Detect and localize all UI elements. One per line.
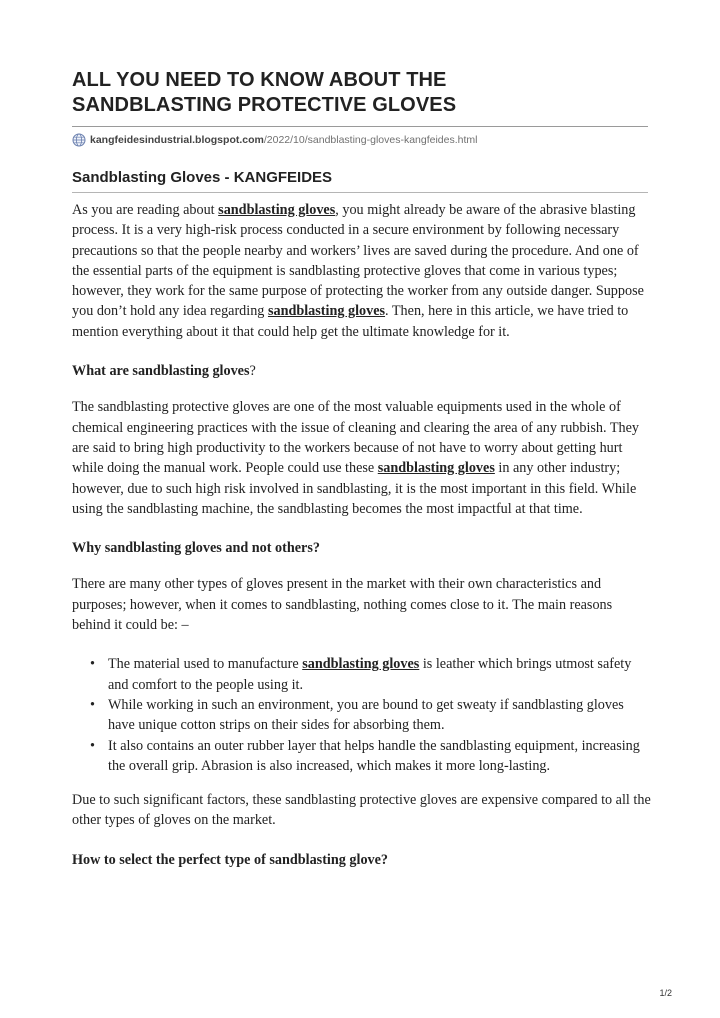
heading-text: What are sandblasting gloves xyxy=(72,363,250,380)
section-title: Sandblasting Gloves - KANGFEIDES xyxy=(72,169,333,186)
text: . Then, here in this article, we have tried to mention everything about it that could help get the ultimate knowledge for it. xyxy=(72,303,629,340)
heading-punct: ? xyxy=(249,363,256,380)
text: in any other industry; however, due to such high risk involved in sandblasting, it is the most important in this field. While using the sandblasting machine, the sandblasting becomes the most impactful at that time. xyxy=(72,460,637,517)
title-line-2: SANDBLASTING PROTECTIVE GLOVES xyxy=(72,94,457,116)
source-domain[interactable]: kangfeidesindustrial.blogspot.com xyxy=(90,134,264,146)
title-divider xyxy=(72,126,648,127)
text: As you are reading about xyxy=(72,202,219,218)
text: The material used to manufacture xyxy=(108,656,303,673)
list-item: • It also contains an outer rubber layer that helps handle the sandblasting equipment, increasing the overall grip. Abrasion is also increased, which makes it more long-lasting. xyxy=(89,736,652,777)
text: , you might already be aware of the abrasive blasting process. It is a very high-risk process conducted in a secure environment by following necessary precautions so that the people nearby and workers’ lives are saved during the procedure. And one of the essential parts of the equipment is sandblasting protective gloves that come in various types; however, they work for the same purpose of protecting the worker from any outside danger. Suppose you don’t hold any idea regarding xyxy=(72,202,644,320)
sandblasting-gloves-link[interactable]: sandblasting gloves xyxy=(267,303,386,320)
sandblasting-gloves-link[interactable]: sandblasting gloves xyxy=(218,202,336,218)
paragraph-why: There are many other types of gloves present in the market with their own characteristics and purposes; however, when it comes to sandblasting, nothing comes close to it. The main reasons behind it could be: – xyxy=(72,576,613,634)
section-divider xyxy=(72,192,648,193)
heading-how-to-select: How to select the perfect type of sandblasting glove? xyxy=(72,851,389,868)
list-item xyxy=(89,654,652,695)
source-url[interactable] xyxy=(72,132,478,148)
heading-why: Why sandblasting gloves and not others? xyxy=(72,540,320,557)
text: is leather which brings utmost safety and comfort to the people using it. xyxy=(108,656,632,693)
reasons-list xyxy=(89,654,652,776)
article-body xyxy=(72,200,652,886)
paragraph-intro xyxy=(72,200,652,342)
text: The sandblasting protective gloves are one of the most valuable equipments used in the whole of chemical engineering practices with the issue of cleaning and clearing the area of any rubbish. They are said to bring high productivity to the workers because of not have to worry about getting hurt while doing the manual work. People could use these xyxy=(72,399,640,477)
paragraph-factors: Due to such significant factors, these sandblasting protective gloves are expensive compared to all the other types of gloves on the market. xyxy=(72,792,651,829)
sandblasting-gloves-link[interactable]: sandblasting gloves xyxy=(377,460,495,477)
list-item: • While working in such an environment, you are bound to get sweaty if sandblasting gloves have unique cotton strips on their sides for absorbing them. xyxy=(89,695,652,736)
heading-what-are xyxy=(72,361,652,381)
source-path[interactable]: /2022/10/sandblasting-gloves-kangfeides.html xyxy=(263,134,478,146)
paragraph-what-are xyxy=(72,397,652,519)
title-line-1: ALL YOU NEED TO KNOW ABOUT THE xyxy=(72,69,447,91)
page-number: 1/2 xyxy=(659,988,672,998)
globe-icon xyxy=(72,133,86,147)
page-title xyxy=(72,68,648,118)
sandblasting-gloves-link[interactable]: sandblasting gloves xyxy=(302,656,420,673)
